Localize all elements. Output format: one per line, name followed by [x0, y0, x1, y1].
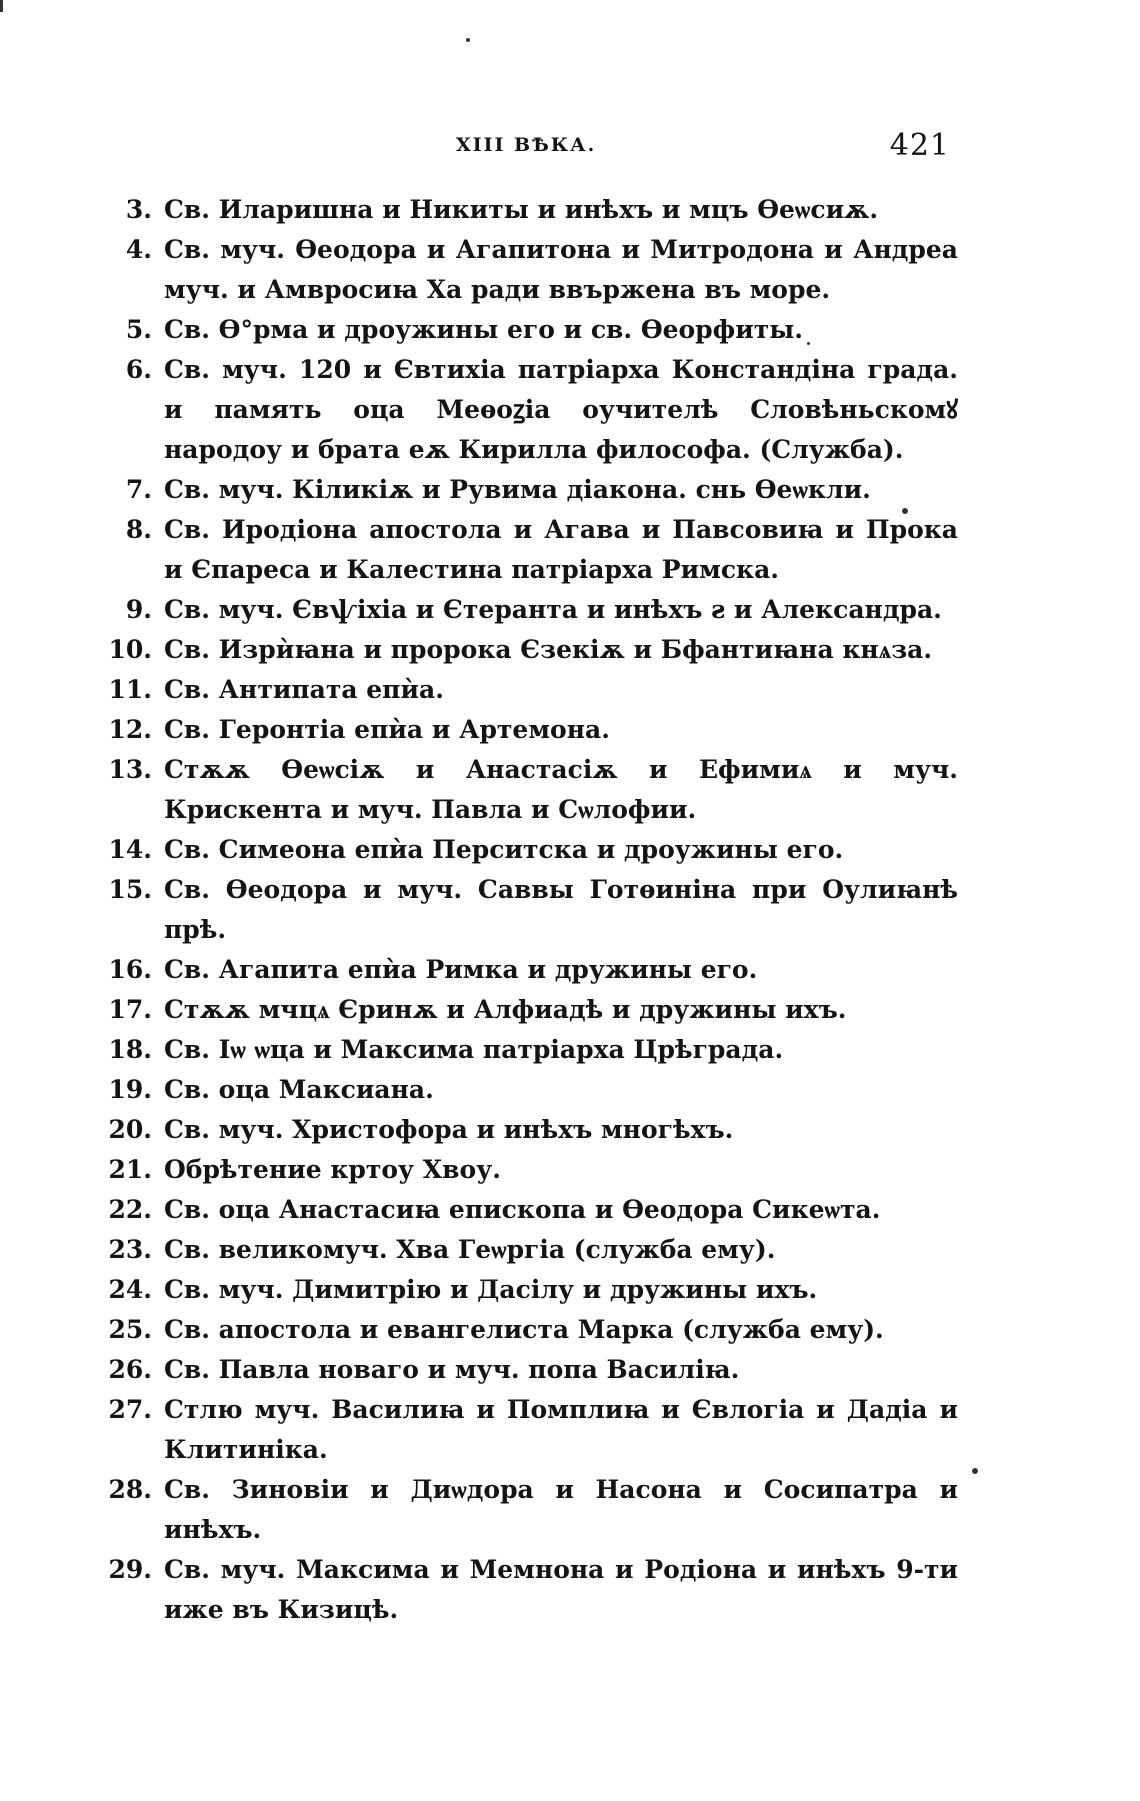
- print-speck: [972, 1468, 978, 1474]
- entry-text: Св. Геронтіа епѝа и Артемона.: [164, 715, 610, 744]
- list-item: [88, 990, 958, 1030]
- entry-number: 14.: [108, 835, 152, 864]
- list-item: [88, 1190, 958, 1230]
- entry-text: Св. муч. Максима и Мемнона и Родіона и инѣхъ 9-ти иже въ Кизицѣ.: [164, 1555, 958, 1624]
- entry-number: 4.: [125, 235, 152, 264]
- list-item: [88, 1270, 958, 1310]
- entry-text: Св. муч. Ѳеодора и Агапитона и Митродона и Андреа муч. и Амвросиꙗ Ха ради ввържена въ море.: [164, 235, 958, 304]
- entry-text: Св. оца Максиана.: [164, 1075, 434, 1104]
- page-header: [150, 128, 950, 168]
- list-item: [88, 1110, 958, 1150]
- list-item: [88, 630, 958, 670]
- list-item: [88, 1030, 958, 1070]
- entry-text: Стѫѫ мчцѧ Єринѫ и Алфиадѣ и дружины ихъ.: [164, 995, 847, 1024]
- list-item: [88, 350, 958, 470]
- list-item: [88, 1310, 958, 1350]
- list-item: [88, 830, 958, 870]
- list-item: [88, 710, 958, 750]
- entry-text: Св. Иродіона апостола и Агава и Павсовиꙗ и Прока и Єпареса и Калестина патріарха Римска.: [164, 515, 958, 584]
- list-item: [88, 310, 958, 350]
- entry-number: 12.: [108, 715, 152, 744]
- entry-number: 7.: [125, 475, 152, 504]
- entry-text: Св. оца Анастасиꙗ епископа и Ѳеодора Сикеѡта.: [164, 1195, 881, 1224]
- list-item: [88, 190, 958, 230]
- entry-text: Св. Агапита епѝа Римка и дружины его.: [164, 955, 758, 984]
- list-item: [88, 1390, 958, 1470]
- list-item: [88, 590, 958, 630]
- entry-text: Св. великомуч. Хва Геѡргіа (служба ему).: [164, 1235, 776, 1264]
- calendar-entries-list: [88, 190, 958, 1630]
- entry-number: 28.: [108, 1475, 152, 1504]
- list-item: [88, 1230, 958, 1270]
- entry-number: 22.: [108, 1195, 152, 1224]
- entry-number: 25.: [108, 1315, 152, 1344]
- list-item: [88, 1150, 958, 1190]
- entry-number: 29.: [108, 1555, 152, 1584]
- entry-text: Св. Иларишна и Никиты и инѣхъ и мцъ Ѳеѡсиѫ.: [164, 195, 879, 224]
- entry-text: Св. Зиновіи и Диѡдора и Насона и Сосипатра и инѣхъ.: [164, 1475, 958, 1544]
- print-speck: [807, 342, 810, 345]
- entry-number: 6.: [125, 355, 152, 384]
- print-speck: [466, 38, 470, 42]
- entry-number: 21.: [108, 1155, 152, 1184]
- entry-number: 11.: [108, 675, 152, 704]
- entry-text: Св. Симеона епѝа Перситска и дроужины его.: [164, 835, 844, 864]
- list-item: [88, 1070, 958, 1110]
- entry-number: 27.: [108, 1395, 152, 1424]
- entry-text: Св. Іѡ ѡца и Максима патріарха Црѣграда.: [164, 1035, 784, 1064]
- entry-number: 24.: [108, 1275, 152, 1304]
- running-title: XIII ВѢКА.: [456, 134, 597, 156]
- entry-text: Св. муч. Димитрію и Дасілу и дружины ихъ.: [164, 1275, 818, 1304]
- entry-text: Св. Изрѝꙗна и пророка Єзекіѫ и Бфантиꙗна кнѧза.: [164, 635, 933, 664]
- entry-text: Св. апостола и евангелиста Марка (служба ему).: [164, 1315, 884, 1344]
- entry-number: 20.: [108, 1115, 152, 1144]
- list-item: [88, 1470, 958, 1550]
- entry-text: Св. Антипата епѝа.: [164, 675, 444, 704]
- entry-text: Св. муч. Кіликіѫ и Рувима діакона. снь Ѳеѡкли.: [164, 475, 871, 504]
- entry-text: Стлю муч. Василиꙗ и Помплиꙗ и Євлогіа и Дадіа и Клитиніка.: [164, 1395, 958, 1464]
- entry-text: Стѫѫ Ѳеѡсіѫ и Анастасіѫ и Ефимиѧ и муч. Крискента и муч. Павла и Сѡлофии.: [164, 755, 958, 824]
- entry-number: 3.: [125, 195, 152, 224]
- entry-text: Св. Павла новаго и муч. попа Василіꙗ.: [164, 1355, 740, 1384]
- entry-text: Св. муч. Євѱіхіа и Єтеранта и инѣхъ ꙅ и Александра.: [164, 595, 942, 624]
- list-item: [88, 870, 958, 950]
- entry-number: 18.: [108, 1035, 152, 1064]
- print-speck: [902, 508, 908, 514]
- entry-number: 23.: [108, 1235, 152, 1264]
- list-item: [88, 750, 958, 830]
- list-item: [88, 1350, 958, 1390]
- page-number: 421: [889, 128, 950, 163]
- list-item: [88, 230, 958, 310]
- entry-text: Св. Ѳеодора и муч. Саввы Готѳиніна при Оулиꙗнѣ прѣ.: [164, 875, 958, 944]
- entry-text: Св. муч. 120 и Євтихіа патріарха Констандіна града. и память оца Меѳоꙁіа оучителѣ Словѣньскомꙋ народоу и брата еѫ Кирилла философа. (Служба).: [164, 355, 958, 464]
- entry-number: 13.: [108, 755, 152, 784]
- entry-number: 9.: [125, 595, 152, 624]
- list-item: [88, 470, 958, 510]
- entry-number: 17.: [108, 995, 152, 1024]
- entry-text: Св. муч. Христофора и инѣхъ многѣхъ.: [164, 1115, 734, 1144]
- list-item: [88, 510, 958, 590]
- entry-number: 26.: [108, 1355, 152, 1384]
- entry-number: 19.: [108, 1075, 152, 1104]
- entry-number: 8.: [125, 515, 152, 544]
- entry-number: 5.: [125, 315, 152, 344]
- print-speck: [0, 0, 3, 12]
- list-item: [88, 950, 958, 990]
- entry-number: 10.: [108, 635, 152, 664]
- entry-number: 15.: [108, 875, 152, 904]
- entry-text: Обрѣтение кртоу Хвоу.: [164, 1155, 501, 1184]
- list-item: [88, 1550, 958, 1630]
- entry-number: 16.: [108, 955, 152, 984]
- entry-text: Св. Ѳ°рма и дроужины его и св. Ѳеорфиты.: [164, 315, 804, 344]
- list-item: [88, 670, 958, 710]
